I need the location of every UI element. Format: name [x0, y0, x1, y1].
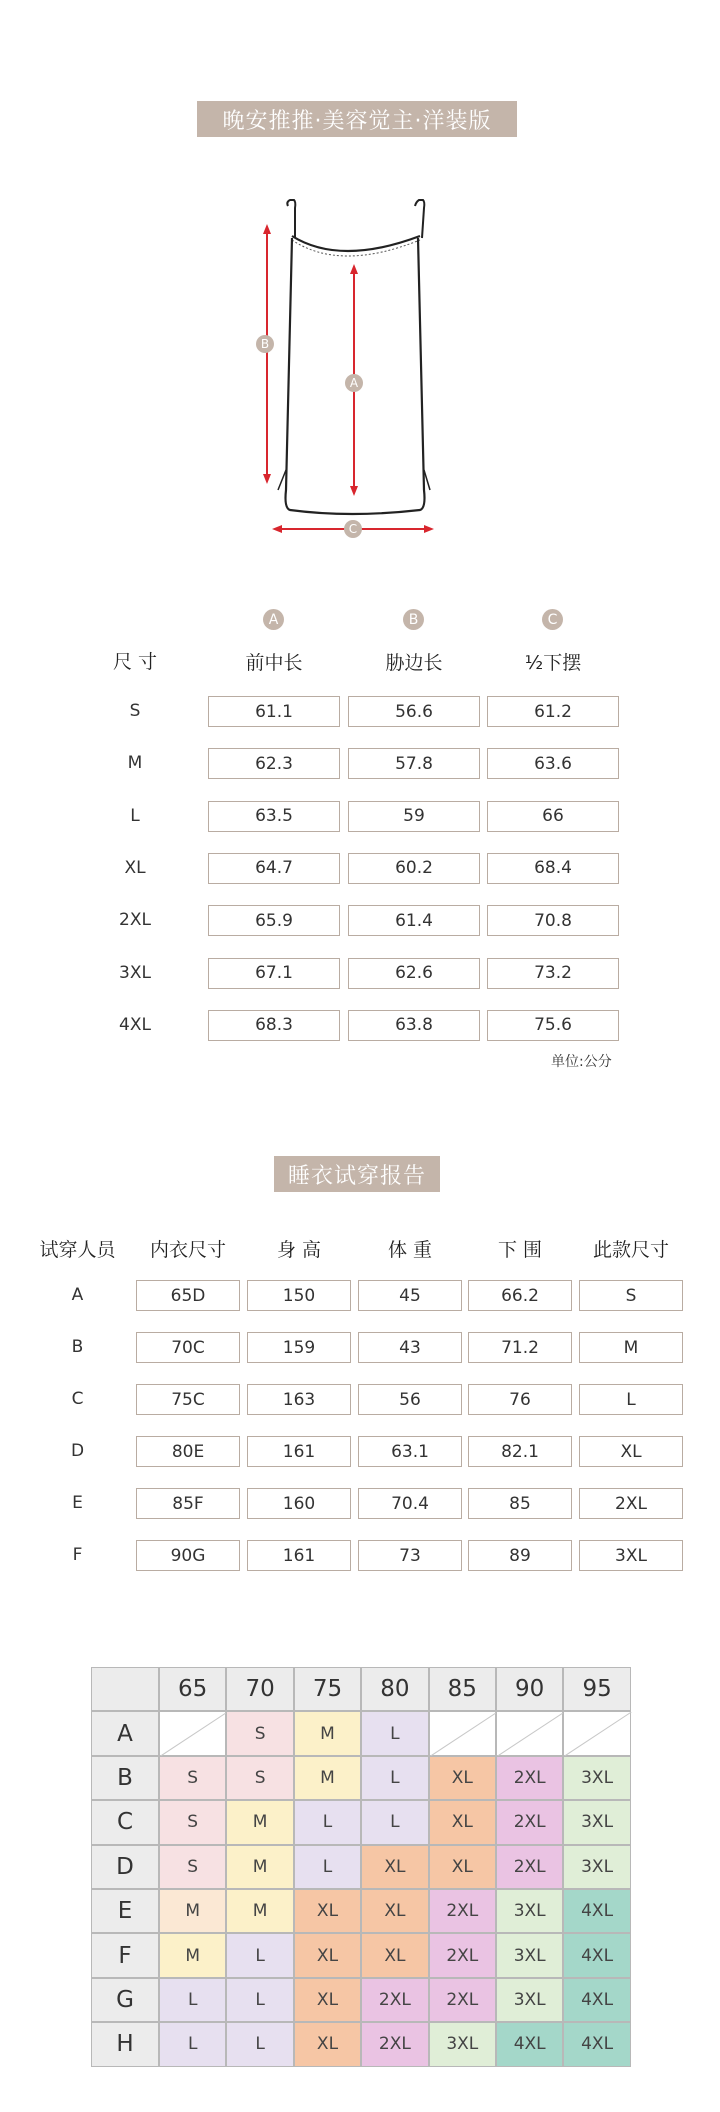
- column-badge-c: C: [542, 609, 563, 630]
- size-value-cell: 66: [487, 801, 619, 832]
- trial-column-header: 下 围: [497, 1239, 543, 1261]
- grid-size-cell: XL: [429, 1845, 496, 1889]
- grid-size-cell: 3XL: [429, 2022, 496, 2066]
- grid-size-cell: 3XL: [496, 1933, 563, 1977]
- trial-person-label: B: [71, 1337, 84, 1357]
- size-value-cell: 73.2: [487, 958, 619, 989]
- size-value-cell: 65.9: [208, 905, 340, 936]
- grid-band-header: 65: [159, 1667, 226, 1711]
- trial-value-cell: M: [579, 1332, 683, 1363]
- grid-size-cell: 3XL: [563, 1845, 630, 1889]
- size-row-label: S: [129, 701, 141, 721]
- trial-person-label: C: [71, 1389, 84, 1409]
- empty-cell-diagonal: [564, 1712, 631, 1756]
- trial-value-cell: 2XL: [579, 1488, 683, 1519]
- grid-size-cell: 2XL: [361, 1978, 428, 2022]
- trial-column-header: 内衣尺寸: [149, 1239, 226, 1261]
- grid-size-cell: 4XL: [496, 2022, 563, 2066]
- column-badge-b: B: [403, 609, 424, 630]
- trial-value-cell: 85: [468, 1488, 572, 1519]
- trial-value-cell: 63.1: [358, 1436, 462, 1467]
- grid-band-header: 75: [294, 1667, 361, 1711]
- grid-cup-label: H: [91, 2022, 159, 2066]
- size-value-cell: 67.1: [208, 958, 340, 989]
- grid-cup-label: E: [91, 1889, 159, 1933]
- garment-diagram: [250, 190, 450, 550]
- diagram-label-a: A: [345, 374, 363, 392]
- grid-size-cell: M: [294, 1756, 361, 1800]
- grid-cup-label: C: [91, 1800, 159, 1844]
- grid-cup-label: B: [91, 1756, 159, 1800]
- size-value-cell: 57.8: [348, 748, 480, 779]
- grid-size-cell: S: [226, 1711, 293, 1755]
- grid-size-cell: 4XL: [563, 1889, 630, 1933]
- trial-value-cell: 76: [468, 1384, 572, 1415]
- diagram-label-b: B: [256, 335, 274, 353]
- size-row-label: 2XL: [119, 910, 151, 931]
- grid-size-cell: 2XL: [429, 1933, 496, 1977]
- empty-cell-diagonal: [497, 1712, 564, 1756]
- trial-value-cell: 70C: [136, 1332, 240, 1363]
- grid-size-cell: L: [361, 1711, 428, 1755]
- grid-size-cell: 3XL: [563, 1756, 630, 1800]
- trial-column-header: 试穿人员: [39, 1239, 116, 1261]
- grid-size-cell: 2XL: [429, 1978, 496, 2022]
- trial-value-cell: 75C: [136, 1384, 240, 1415]
- empty-cell-diagonal: [430, 1712, 497, 1756]
- grid-band-header: 90: [496, 1667, 563, 1711]
- grid-size-cell: M: [226, 1800, 293, 1844]
- size-value-cell: 64.7: [208, 853, 340, 884]
- grid-size-cell: 4XL: [563, 1933, 630, 1977]
- size-value-cell: 62.6: [348, 958, 480, 989]
- grid-size-cell: M: [159, 1889, 226, 1933]
- size-row-label: XL: [124, 857, 146, 878]
- trial-value-cell: S: [579, 1280, 683, 1311]
- grid-size-cell: XL: [429, 1756, 496, 1800]
- trial-value-cell: 85F: [136, 1488, 240, 1519]
- diagram-label-c: C: [344, 520, 362, 538]
- grid-size-cell: XL: [294, 2022, 361, 2066]
- size-row-label: M: [127, 753, 143, 774]
- trial-value-cell: 163: [247, 1384, 351, 1415]
- trial-value-cell: 43: [358, 1332, 462, 1363]
- size-value-cell: 63.6: [487, 748, 619, 779]
- trial-value-cell: 56: [358, 1384, 462, 1415]
- grid-size-cell: 2XL: [361, 2022, 428, 2066]
- trial-value-cell: 160: [247, 1488, 351, 1519]
- grid-band-header: 85: [429, 1667, 496, 1711]
- grid-size-cell: [496, 1711, 563, 1755]
- grid-band-header: 70: [226, 1667, 293, 1711]
- trial-value-cell: L: [579, 1384, 683, 1415]
- trial-column-header: 体 重: [387, 1239, 433, 1261]
- size-value-cell: 68.4: [487, 853, 619, 884]
- size-value-cell: 63.8: [348, 1010, 480, 1041]
- trial-value-cell: 150: [247, 1280, 351, 1311]
- grid-size-cell: 3XL: [563, 1800, 630, 1844]
- grid-size-cell: L: [361, 1800, 428, 1844]
- trial-person-label: E: [72, 1493, 83, 1513]
- grid-size-cell: M: [294, 1711, 361, 1755]
- grid-size-cell: [159, 1711, 226, 1755]
- grid-size-cell: L: [159, 1978, 226, 2022]
- grid-size-cell: L: [226, 1978, 293, 2022]
- grid-size-cell: S: [226, 1756, 293, 1800]
- grid-cup-label: D: [91, 1845, 159, 1889]
- grid-size-cell: S: [159, 1800, 226, 1844]
- trial-value-cell: 161: [247, 1540, 351, 1571]
- slip-dress-illustration: [250, 190, 450, 550]
- trial-value-cell: 65D: [136, 1280, 240, 1311]
- unit-note: 单位:公分: [551, 1054, 612, 1070]
- size-value-cell: 60.2: [348, 853, 480, 884]
- grid-size-cell: M: [159, 1933, 226, 1977]
- grid-size-cell: S: [159, 1845, 226, 1889]
- grid-size-cell: [429, 1711, 496, 1755]
- grid-size-cell: XL: [361, 1933, 428, 1977]
- size-value-cell: 56.6: [348, 696, 480, 727]
- size-header: 尺 寸: [112, 651, 158, 673]
- size-value-cell: 61.1: [208, 696, 340, 727]
- size-value-cell: 63.5: [208, 801, 340, 832]
- trial-value-cell: 3XL: [579, 1540, 683, 1571]
- size-value-cell: 61.2: [487, 696, 619, 727]
- grid-cup-label: F: [91, 1933, 159, 1977]
- size-row-label: L: [130, 805, 140, 826]
- trial-column-header: 身 高: [276, 1239, 322, 1261]
- trial-value-cell: 159: [247, 1332, 351, 1363]
- trial-value-cell: 66.2: [468, 1280, 572, 1311]
- trial-person-label: F: [72, 1545, 83, 1565]
- grid-size-cell: L: [159, 2022, 226, 2066]
- grid-size-cell: [563, 1711, 630, 1755]
- grid-size-cell: L: [294, 1845, 361, 1889]
- grid-band-header: 80: [361, 1667, 428, 1711]
- size-value-cell: 62.3: [208, 748, 340, 779]
- trial-value-cell: 90G: [136, 1540, 240, 1571]
- trial-person-label: A: [71, 1285, 84, 1305]
- trial-column-header: 此款尺寸: [592, 1239, 669, 1261]
- column-badge-a: A: [263, 609, 284, 630]
- trial-report-banner: 睡衣试穿报告: [274, 1156, 440, 1192]
- page-title-banner: 晚安推推·美容觉主·洋装版: [197, 101, 517, 137]
- size-value-cell: 61.4: [348, 905, 480, 936]
- grid-size-cell: 4XL: [563, 2022, 630, 2066]
- size-value-cell: 75.6: [487, 1010, 619, 1041]
- trial-value-cell: 89: [468, 1540, 572, 1571]
- trial-value-cell: 82.1: [468, 1436, 572, 1467]
- grid-size-cell: 2XL: [496, 1800, 563, 1844]
- grid-size-cell: 2XL: [496, 1756, 563, 1800]
- grid-size-cell: 2XL: [496, 1845, 563, 1889]
- trial-value-cell: 73: [358, 1540, 462, 1571]
- grid-size-cell: XL: [294, 1933, 361, 1977]
- grid-size-cell: L: [226, 1933, 293, 1977]
- grid-size-cell: 2XL: [429, 1889, 496, 1933]
- grid-cup-label: G: [91, 1978, 159, 2022]
- grid-size-cell: L: [226, 2022, 293, 2066]
- grid-size-cell: XL: [294, 1889, 361, 1933]
- size-row-label: 3XL: [119, 962, 151, 983]
- size-value-cell: 59: [348, 801, 480, 832]
- trial-value-cell: 161: [247, 1436, 351, 1467]
- grid-band-header: 95: [563, 1667, 630, 1711]
- trial-value-cell: 45: [358, 1280, 462, 1311]
- grid-size-cell: S: [159, 1756, 226, 1800]
- grid-size-cell: M: [226, 1889, 293, 1933]
- grid-size-cell: L: [361, 1756, 428, 1800]
- grid-size-cell: XL: [294, 1978, 361, 2022]
- grid-size-cell: 3XL: [496, 1978, 563, 2022]
- trial-person-label: D: [70, 1441, 85, 1461]
- empty-cell-diagonal: [160, 1712, 227, 1756]
- grid-size-cell: XL: [361, 1889, 428, 1933]
- grid-size-cell: 3XL: [496, 1889, 563, 1933]
- grid-size-cell: M: [226, 1845, 293, 1889]
- grid-size-cell: XL: [361, 1845, 428, 1889]
- grid-size-cell: 4XL: [563, 1978, 630, 2022]
- grid-size-cell: L: [294, 1800, 361, 1844]
- size-row-label: 4XL: [119, 1014, 151, 1035]
- column-header: 胁边长: [385, 652, 443, 674]
- trial-value-cell: 71.2: [468, 1332, 572, 1363]
- trial-value-cell: XL: [579, 1436, 683, 1467]
- size-value-cell: 70.8: [487, 905, 619, 936]
- column-header: ½下摆: [524, 652, 582, 674]
- grid-corner-cell: [91, 1667, 159, 1711]
- column-header: 前中长: [245, 652, 303, 674]
- grid-cup-label: A: [91, 1711, 159, 1755]
- trial-value-cell: 80E: [136, 1436, 240, 1467]
- size-value-cell: 68.3: [208, 1010, 340, 1041]
- trial-value-cell: 70.4: [358, 1488, 462, 1519]
- grid-size-cell: XL: [429, 1800, 496, 1844]
